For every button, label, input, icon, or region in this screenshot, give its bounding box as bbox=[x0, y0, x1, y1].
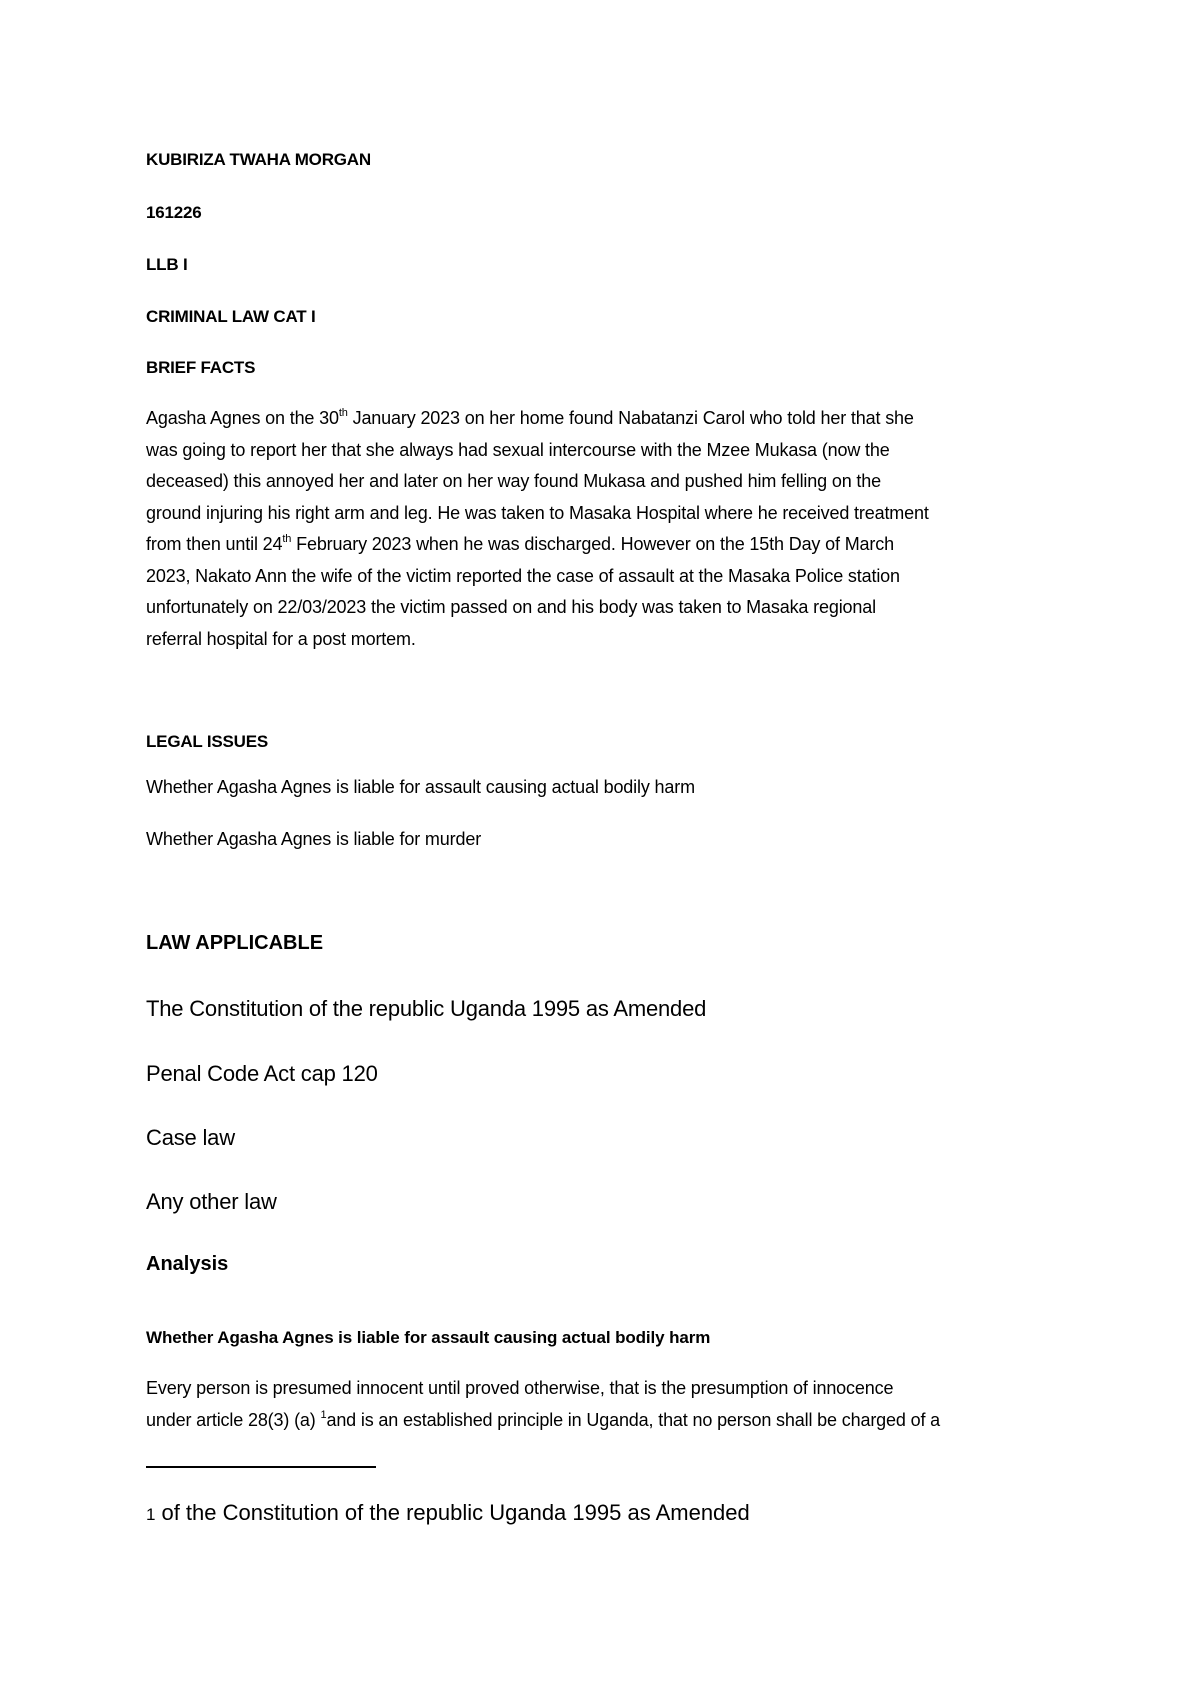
footnote-reference[interactable]: 1 bbox=[320, 1409, 327, 1421]
program-label: LLB I bbox=[146, 255, 188, 274]
brief-facts-line: was going to report her that she always had sexual intercourse with the Mzee Mukasa (now the bbox=[146, 439, 890, 460]
analysis-line-2: under article 28(3) (a) $^1$and is an established principle in Uganda, that no person shall be charged of a bbox=[146, 1409, 941, 1430]
brief-facts-line: from then until 24th February 2023 when he was discharged. However on the 15th Day of March bbox=[146, 533, 894, 554]
footnote bbox=[146, 1500, 750, 1526]
law-item-other-law: Any other law bbox=[146, 1189, 277, 1214]
student-number: 161226 bbox=[146, 203, 202, 222]
brief-facts-line: unfortunately on 22/03/2023 the victim passed on and his body was taken to Masaka regional bbox=[146, 597, 876, 617]
analysis-heading: Analysis bbox=[146, 1253, 229, 1275]
brief-facts-line: Agasha Agnes on the 30th January 2023 on her home found Nabatanzi Carol who told her that she bbox=[146, 407, 914, 428]
footnote-number: 1 bbox=[146, 1505, 156, 1524]
brief-facts-line: 2023, Nakato Ann the wife of the victim reported the case of assault at the Masaka Police station bbox=[146, 565, 900, 586]
analysis-subheading: Whether Agasha Agnes is liable for assault causing actual bodily harm bbox=[146, 1328, 711, 1347]
brief-facts-line: deceased) this annoyed her and later on her way found Mukasa and pushed him felling on the bbox=[146, 471, 881, 491]
brief-facts-paragraph bbox=[146, 403, 1076, 655]
brief-facts-line: ground injuring his right arm and leg. He was taken to Masaka Hospital where he received treatment bbox=[146, 502, 929, 523]
author-name: KUBIRIZA TWAHA MORGAN bbox=[146, 150, 371, 169]
superscript: th bbox=[282, 533, 292, 545]
legal-issues-heading: LEGAL ISSUES bbox=[146, 732, 268, 751]
brief-facts-line: referral hospital for a post mortem. bbox=[146, 628, 416, 649]
footnote-separator bbox=[146, 1466, 376, 1468]
footnote-text: of the Constitution of the republic Uganda 1995 as Amended bbox=[161, 1500, 750, 1525]
brief-facts-heading: BRIEF FACTS bbox=[146, 358, 256, 377]
law-applicable-heading: LAW APPLICABLE bbox=[146, 932, 324, 954]
superscript: th bbox=[338, 407, 348, 419]
law-item-constitution: The Constitution of the republic Uganda 1995 as Amended bbox=[146, 996, 707, 1021]
legal-issue-1: Whether Agasha Agnes is liable for assault causing actual bodily harm bbox=[146, 777, 695, 797]
legal-issue-2: Whether Agasha Agnes is liable for murder bbox=[146, 829, 482, 849]
analysis-line-1: Every person is presumed innocent until proved otherwise, that is the presumption of innocence bbox=[146, 1378, 894, 1398]
course-title: CRIMINAL LAW CAT I bbox=[146, 307, 316, 326]
law-item-penal-code: Penal Code Act cap 120 bbox=[146, 1061, 378, 1086]
law-item-case-law: Case law bbox=[146, 1125, 235, 1150]
